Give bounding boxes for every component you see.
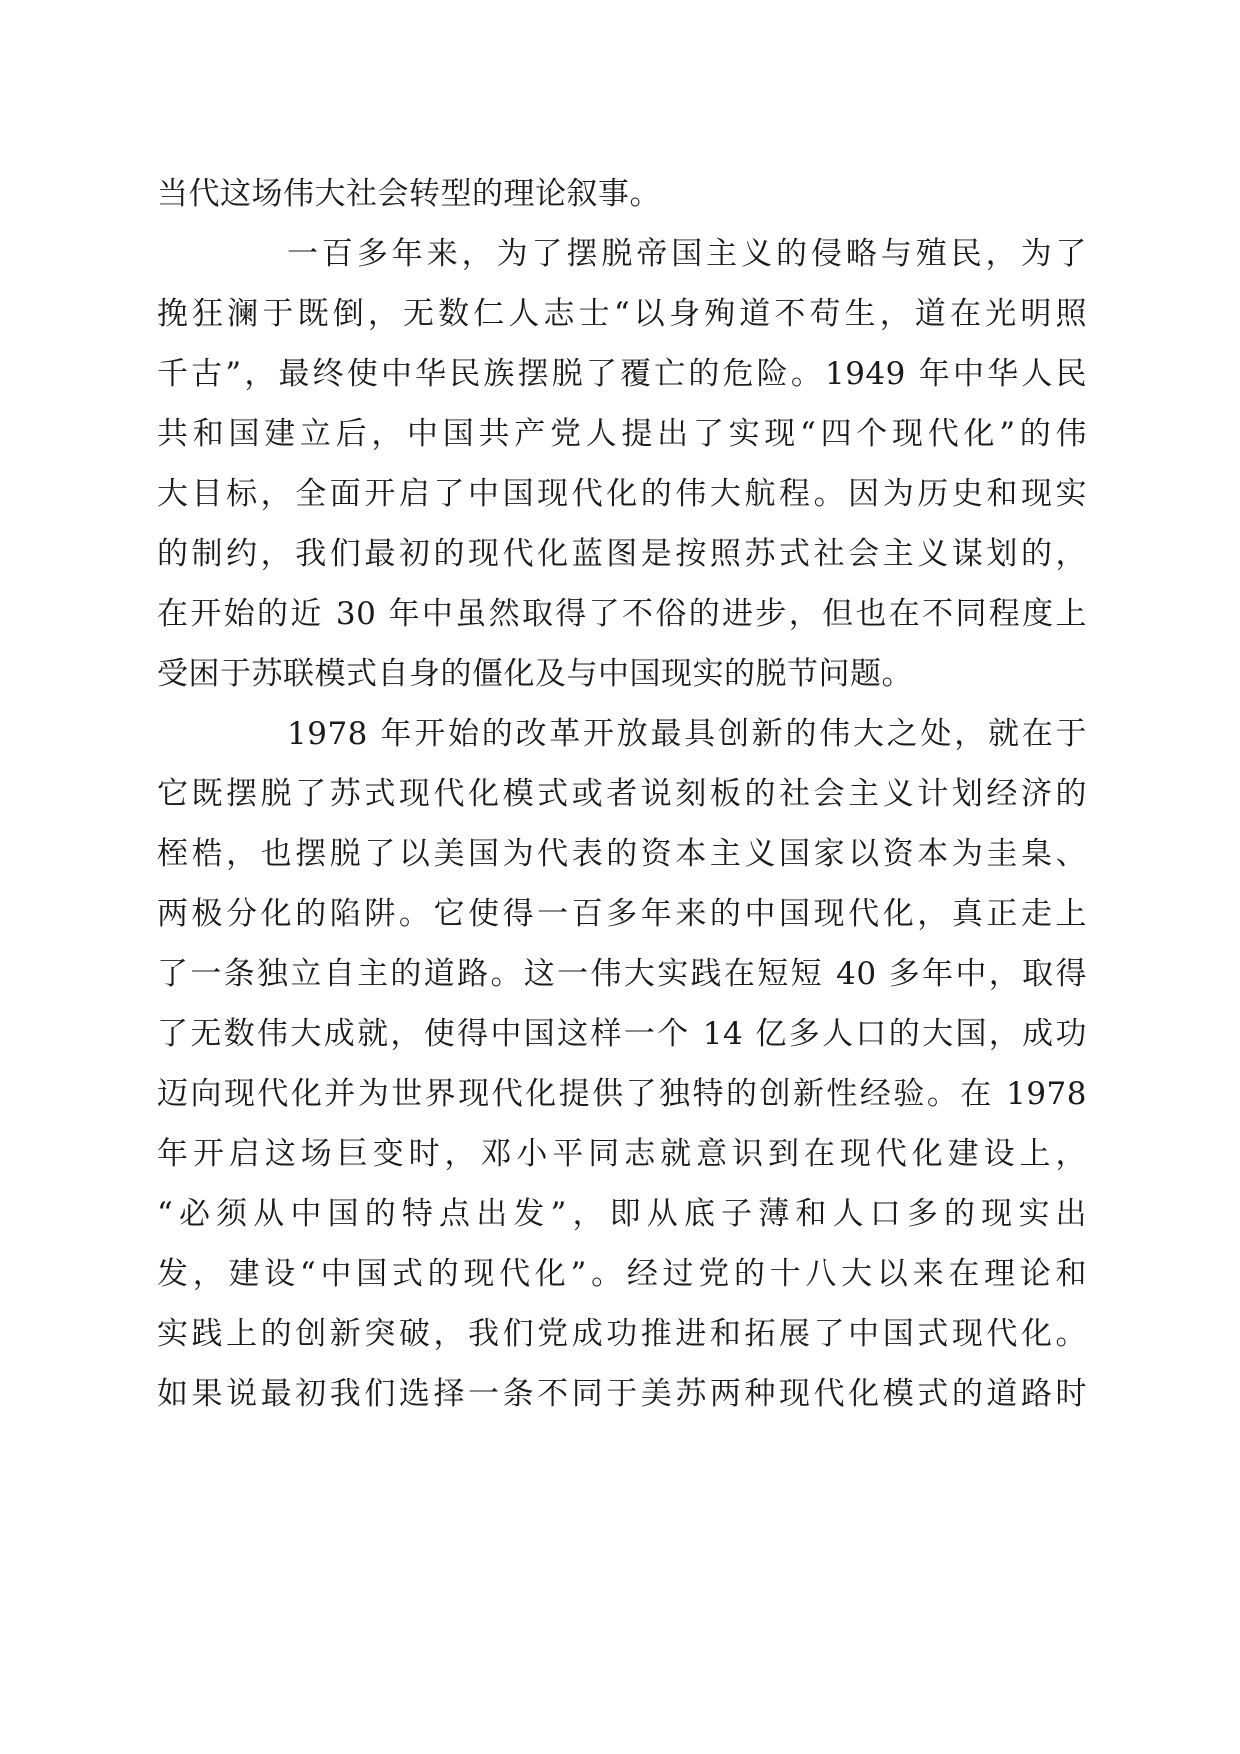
text-line: 实践上的创新突破，我们党成功推进和拓展了中国式现代化。 [157, 1316, 1087, 1352]
text-line: 受困于苏联模式自身的僵化及与中国现实的脱节问题。 [157, 656, 913, 692]
text-line: 如果说最初我们选择一条不同于美苏两种现代化模式的道路时 [157, 1376, 1087, 1412]
text-line: 发，建设“中国式的现代化”。经过党的十八大以来在理论和 [157, 1256, 1087, 1292]
text-line: 挽狂澜于既倒，无数仁人志士“以身殉道不苟生，道在光明照 [157, 296, 1087, 332]
text-line: “必须从中国的特点出发”，即从底子薄和人口多的现实出 [157, 1196, 1087, 1232]
text-line: 年开启这场巨变时，邓小平同志就意识到在现代化建设上， [157, 1136, 1087, 1172]
text-line: 的制约，我们最初的现代化蓝图是按照苏式社会主义谋划的， [157, 536, 1087, 572]
text-line: 了无数伟大成就，使得中国这样一个 14 亿多人口的大国，成功 [157, 1016, 1087, 1052]
text-line: 在开始的近 30 年中虽然取得了不俗的进步，但也在不同程度上 [157, 596, 1087, 632]
text-line: 大目标，全面开启了中国现代化的伟大航程。因为历史和现实 [157, 476, 1087, 512]
paragraph-first-line: 一百多年来，为了摆脱帝国主义的侵略与殖民，为了 [287, 236, 1087, 272]
text-line: 迈向现代化并为世界现代化提供了独特的创新性经验。在 1978 [157, 1076, 1087, 1112]
text-line: 桎梏，也摆脱了以美国为代表的资本主义国家以资本为圭臬、 [157, 836, 1087, 872]
text-line: 了一条独立自主的道路。这一伟大实践在短短 40 多年中，取得 [157, 956, 1087, 992]
text-line: 两极分化的陷阱。它使得一百多年来的中国现代化，真正走上 [157, 896, 1087, 932]
paragraph-first-line: 1978 年开始的改革开放最具创新的伟大之处，就在于 [287, 716, 1087, 752]
text-line: 千古”，最终使中华民族摆脱了覆亡的危险。1949 年中华人民 [157, 356, 1087, 392]
text-line: 当代这场伟大社会转型的理论叙事。 [157, 176, 661, 212]
text-line: 共和国建立后，中国共产党人提出了实现“四个现代化”的伟 [157, 416, 1087, 452]
text-line: 它既摆脱了苏式现代化模式或者说刻板的社会主义计划经济的 [157, 776, 1087, 812]
